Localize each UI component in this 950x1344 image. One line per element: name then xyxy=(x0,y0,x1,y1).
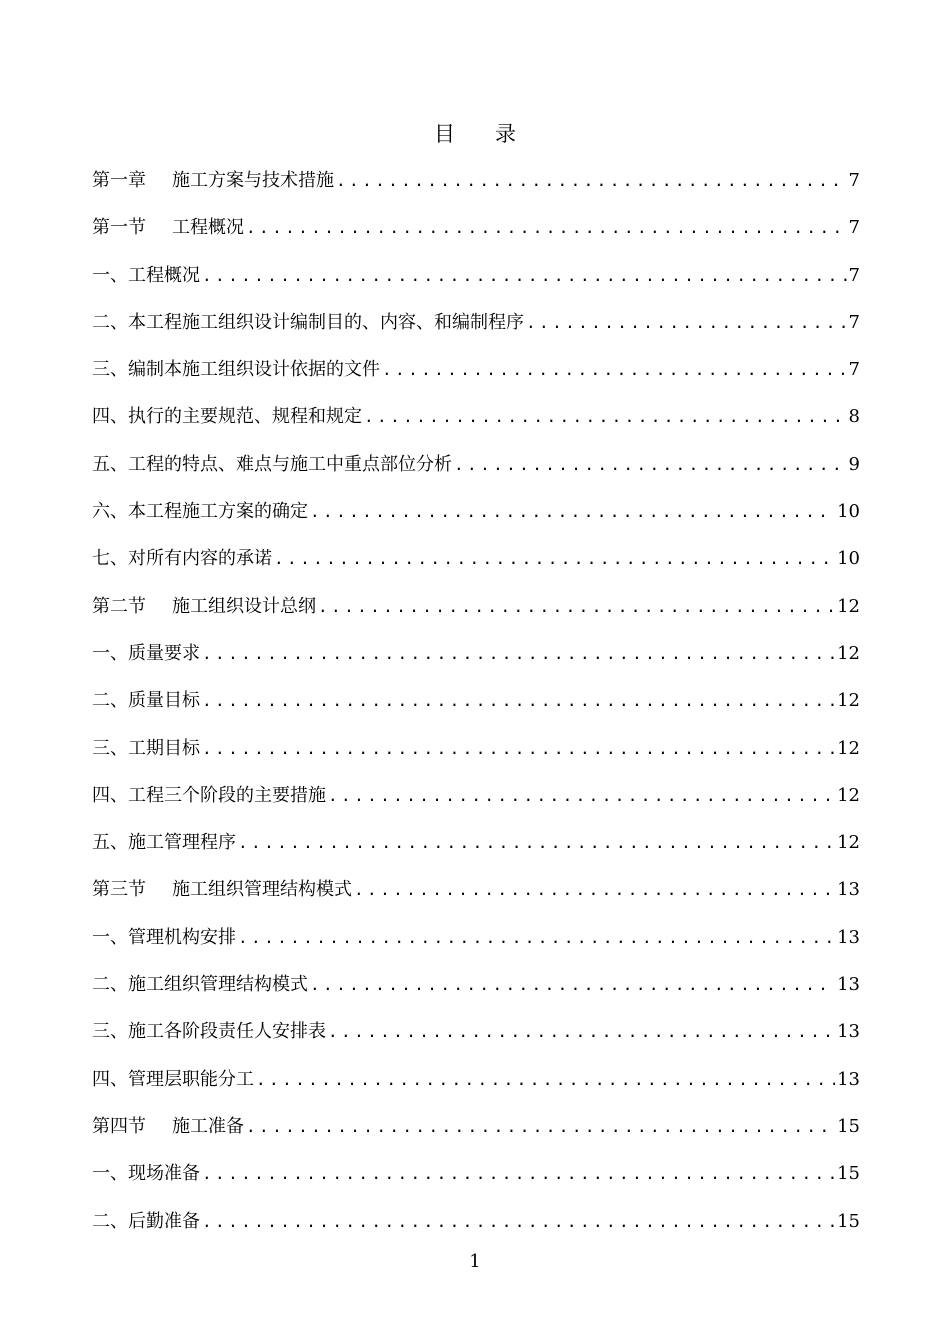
toc-entry-label xyxy=(92,686,200,716)
toc-dot-leader xyxy=(382,355,847,385)
toc-entry[interactable] xyxy=(92,828,860,875)
toc-entry-text: 六、本工程施工方案的确定 xyxy=(92,501,308,523)
toc-entry-text: 一、管理机构安排 xyxy=(92,926,236,948)
toc-entry-label xyxy=(92,970,308,1000)
toc-entry-label xyxy=(92,308,524,338)
toc-entry-text: 施工组织设计总纲 xyxy=(172,595,316,617)
toc-entry[interactable] xyxy=(92,1017,860,1064)
toc-entry-label xyxy=(92,923,236,953)
toc-entry-page: 7 xyxy=(848,217,860,239)
toc-entry-label xyxy=(92,592,316,622)
toc-dot-leader xyxy=(526,308,847,338)
toc-entry-label xyxy=(92,166,334,196)
toc-dot-leader xyxy=(364,402,847,432)
toc-dot-leader xyxy=(202,686,835,716)
toc-entry-text: 一、质量要求 xyxy=(92,642,200,664)
toc-entry-label xyxy=(92,497,308,527)
toc-entry-number: 第一章 xyxy=(92,170,146,191)
toc-entry-label xyxy=(92,1065,254,1095)
toc-entry-page: 12 xyxy=(837,690,860,712)
toc-dot-leader xyxy=(274,544,835,574)
toc-entry-text: 施工方案与技术措施 xyxy=(172,170,334,191)
toc-entry-page: 10 xyxy=(837,548,860,570)
toc-entry-label xyxy=(92,1207,200,1237)
toc-entry-text: 二、本工程施工组织设计编制目的、内容、和编制程序 xyxy=(92,311,524,333)
toc-entry[interactable] xyxy=(92,1065,860,1112)
toc-entry-page: 12 xyxy=(837,737,860,759)
toc-dot-leader xyxy=(454,450,847,480)
toc-entry-page: 8 xyxy=(848,406,860,428)
toc-entry-label xyxy=(92,544,272,574)
toc-title-part2: 录 xyxy=(495,122,516,146)
toc-dot-leader xyxy=(328,1017,835,1047)
toc-entry[interactable] xyxy=(92,1159,860,1206)
toc-entry-page: 12 xyxy=(837,642,860,664)
toc-entry-page: 9 xyxy=(848,453,860,475)
toc-entry-label xyxy=(92,875,352,905)
toc-entry-text: 施工准备 xyxy=(172,1115,244,1137)
toc-entry-label xyxy=(92,355,380,385)
toc-entry-text: 二、后勤准备 xyxy=(92,1210,200,1232)
toc-entry-text: 五、工程的特点、难点与施工中重点部位分析 xyxy=(92,453,452,475)
toc-entry-text: 七、对所有内容的承诺 xyxy=(92,548,272,570)
toc-entry-text: 一、工程概况 xyxy=(92,264,200,286)
toc-entry[interactable] xyxy=(92,355,860,402)
toc-entry-number: 第三节 xyxy=(92,879,146,901)
toc-entry-text: 四、执行的主要规范、规程和规定 xyxy=(92,406,362,428)
toc-entry-page: 12 xyxy=(837,784,860,806)
toc-entry[interactable] xyxy=(92,544,860,591)
toc-entry-text: 四、工程三个阶段的主要措施 xyxy=(92,784,326,806)
toc-entry-label xyxy=(92,261,200,291)
toc-dot-leader xyxy=(354,875,835,905)
toc-entry[interactable] xyxy=(92,686,860,733)
toc-entry-text: 四、管理层职能分工 xyxy=(92,1068,254,1090)
toc-dot-leader xyxy=(238,828,835,858)
toc-entry[interactable] xyxy=(92,1207,860,1254)
toc-entry-label xyxy=(92,1112,244,1142)
toc-entry[interactable] xyxy=(92,970,860,1017)
toc-entry-text: 二、质量目标 xyxy=(92,690,200,712)
toc-entry-label xyxy=(92,402,362,432)
toc-entry[interactable] xyxy=(92,781,860,828)
toc-entry-number: 第四节 xyxy=(92,1115,146,1137)
page-number: 1 xyxy=(469,1251,481,1272)
toc-entry[interactable] xyxy=(92,497,860,544)
toc-entry-text: 施工组织管理结构模式 xyxy=(172,879,352,901)
toc-entry[interactable] xyxy=(92,592,860,639)
toc-entry-page: 15 xyxy=(837,1115,860,1137)
toc-dot-leader xyxy=(202,1159,835,1189)
toc-entry-label xyxy=(92,781,326,811)
toc-entry-page: 7 xyxy=(848,359,860,381)
toc-entry[interactable] xyxy=(92,734,860,781)
toc-dot-leader xyxy=(246,213,847,243)
toc-entry-number: 第二节 xyxy=(92,595,146,617)
toc-title xyxy=(0,118,950,148)
toc-entry-text: 三、工期目标 xyxy=(92,737,200,759)
toc-entry[interactable] xyxy=(92,875,860,922)
toc-entry-page: 13 xyxy=(837,974,860,996)
toc-entry[interactable] xyxy=(92,308,860,355)
toc-entry[interactable] xyxy=(92,402,860,449)
toc-entry-label xyxy=(92,828,236,858)
toc-entry-label xyxy=(92,1159,200,1189)
toc-entry-page: 7 xyxy=(848,170,860,191)
toc-entry-text: 工程概况 xyxy=(172,217,244,239)
toc-entry[interactable] xyxy=(92,213,860,260)
toc-entry-number: 第一节 xyxy=(92,217,146,239)
toc-entry-text: 二、施工组织管理结构模式 xyxy=(92,974,308,996)
toc-entry[interactable] xyxy=(92,261,860,308)
toc-entry[interactable] xyxy=(92,450,860,497)
toc-entry-page: 7 xyxy=(848,264,860,286)
toc-dot-leader xyxy=(202,734,835,764)
toc-entry-label xyxy=(92,639,200,669)
toc-dot-leader xyxy=(202,639,835,669)
toc-entry-text: 三、施工各阶段责任人安排表 xyxy=(92,1021,326,1043)
toc-entry[interactable] xyxy=(92,1112,860,1159)
toc-entry-text: 一、现场准备 xyxy=(92,1163,200,1185)
toc-dot-leader xyxy=(336,166,847,196)
toc-entry-page: 10 xyxy=(837,501,860,523)
toc-entry-page: 13 xyxy=(837,879,860,901)
toc-dot-leader xyxy=(310,970,835,1000)
toc-dot-leader xyxy=(238,923,835,953)
toc-entry-label xyxy=(92,1017,326,1047)
toc-dot-leader xyxy=(318,592,835,622)
toc-entry-page: 13 xyxy=(837,1068,860,1090)
toc-entry-page: 13 xyxy=(837,1021,860,1043)
toc-entry-label xyxy=(92,734,200,764)
toc-entry-page: 15 xyxy=(837,1163,860,1185)
toc-title-part1: 目 xyxy=(434,122,455,146)
toc-dot-leader xyxy=(310,497,835,527)
toc-entry-label xyxy=(92,213,244,243)
toc-dot-leader xyxy=(246,1112,835,1142)
toc-entry-text: 三、编制本施工组织设计依据的文件 xyxy=(92,359,380,381)
toc-list xyxy=(92,166,860,1254)
toc-dot-leader xyxy=(202,261,847,291)
toc-dot-leader xyxy=(256,1065,835,1095)
toc-entry[interactable] xyxy=(92,639,860,686)
toc-entry-page: 12 xyxy=(837,832,860,854)
toc-entry-page: 12 xyxy=(837,595,860,617)
toc-entry-page: 15 xyxy=(837,1210,860,1232)
toc-entry[interactable] xyxy=(92,166,860,213)
toc-dot-leader xyxy=(328,781,835,811)
toc-entry-text: 五、施工管理程序 xyxy=(92,832,236,854)
toc-entry-page: 7 xyxy=(848,311,860,333)
toc-dot-leader xyxy=(202,1207,835,1237)
toc-entry-page: 13 xyxy=(837,926,860,948)
toc-entry-label xyxy=(92,450,452,480)
toc-entry[interactable] xyxy=(92,923,860,970)
